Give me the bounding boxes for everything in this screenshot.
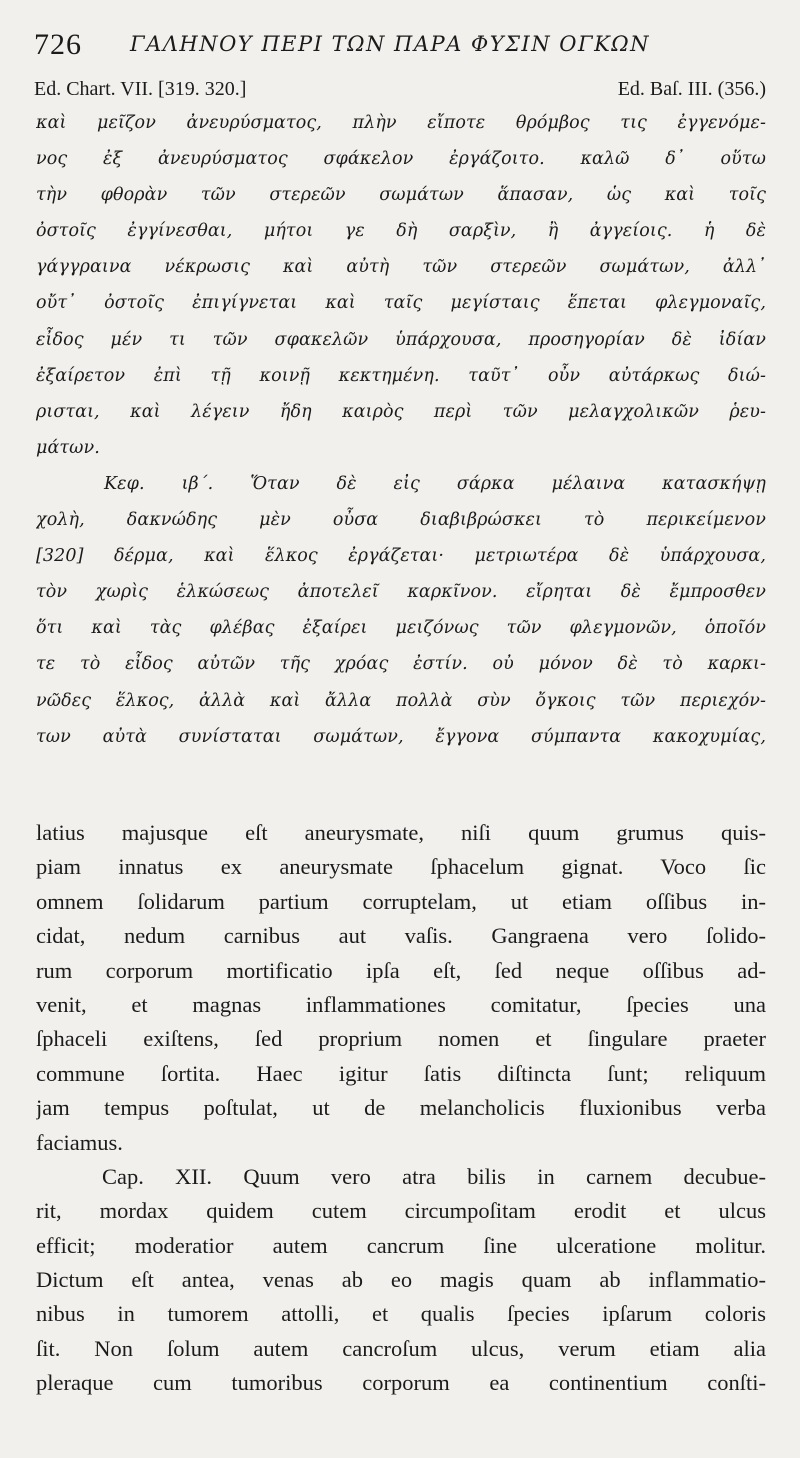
greek-line: ὀστοῖς ἐγγίνεσθαι, μήτοι γε δὴ σαρξὶν, ἢ ἀγγείοις. ἡ δὲ — [36, 221, 766, 242]
latin-line: Dictum eſt antea, venas ab eo magis quam ab inflammatio- — [36, 1267, 766, 1293]
greek-line: μάτων. — [36, 437, 100, 458]
running-title: ΓΑΛΗΝΟΥ ΠΕΡΙ ΤΩΝ ΠΑΡΑ ΦΥΣΙΝ ΟΓΚΩΝ — [130, 32, 651, 56]
greek-line: εἶδος μέν τι τῶν σφακελῶν ὑπάρχουσα, προσηγορίαν δὲ ἰδίαν — [36, 329, 766, 350]
greek-line: νῶδες ἕλκος, ἀλλὰ καὶ ἄλλα πολλὰ σὺν ὄγκοις τῶν περιεχόν- — [36, 690, 766, 711]
greek-text — [36, 105, 766, 755]
greek-line: τε τὸ εἶδος αὐτῶν τῆς χρόας ἐστίν. οὐ μόνον δὲ τὸ καρκι- — [36, 654, 766, 675]
greek-line: καὶ μεῖζον ἀνευρύσματος, πλὴν εἴποτε θρόμβος τις ἐγγενόμε- — [36, 113, 766, 133]
greek-line: χολὴ, δακνώδης μὲν οὖσα διαβιβρώσκει τὸ περικείμενον — [36, 510, 766, 531]
latin-line: nibus in tumorem attolli, et qualis ſpecies ipſarum coloris — [36, 1301, 766, 1327]
edition-basel: Ed. Baſ. III. (356.) — [617, 78, 766, 100]
latin-line: piam innatus ex aneurysmate ſphacelum gignat. Voco ſic — [36, 854, 766, 880]
greek-line: ρισται, καὶ λέγειν ἤδη καιρὸς περὶ τῶν μελαγχολικῶν ῥευ- — [36, 401, 766, 422]
greek-line: τὸν χωρὶς ἑλκώσεως ἀποτελεῖ καρκῖνον. εἴρηται δὲ ἔμπροσθεν — [36, 582, 766, 603]
greek-line: νος ἐξ ἀνευρύσματος σφάκελον ἐργάζοιτο. καλῶ δ᾽ οὕτω — [36, 149, 766, 170]
latin-line: ſphaceli exiſtens, ſed proprium nomen et ſingulare praeter — [36, 1026, 766, 1052]
latin-line: pleraque cum tumoribus corporum ea continentium conſti- — [36, 1370, 766, 1396]
latin-text — [36, 816, 766, 1401]
greek-chapter-heading-line: Κεφ. ιβ΄. Ὅταν δὲ εἰς σάρκα μέλαινα κατασκήψῃ — [104, 473, 766, 494]
greek-line: τὴν φθορὰν τῶν στερεῶν σωμάτων ἅπασαν, ὡς καὶ τοῖς — [36, 185, 766, 206]
latin-line: efficit; moderatior autem cancrum ſine ulceratione molitur. — [36, 1232, 766, 1258]
greek-line: οὔτ᾽ ὀστοῖς ἐπιγίγνεται καὶ ταῖς μεγίσταις ἕπεται φλεγμοναῖς, — [36, 293, 766, 314]
greek-line: των αὐτὰ συνίσταται σωμάτων, ἔγγονα σύμπαντα κακοχυμίας, — [36, 726, 766, 747]
greek-line: [320] δέρμα, καὶ ἕλκος ἐργάζεται· μετριωτέρα δὲ ὑπάρχουσα, — [36, 546, 766, 567]
latin-line: venit, et magnas inflammationes comitatur, ſpecies una — [36, 991, 766, 1017]
edition-chartier: Ed. Chart. VII. [319. 320.] — [34, 78, 247, 100]
latin-line: commune ſortita. Haec igitur ſatis diſtincta ſunt; reliquum — [36, 1060, 766, 1086]
page-number: 726 — [34, 28, 82, 61]
greek-line: γάγγραινα νέκρωσις καὶ αὐτὴ τῶν στερεῶν σωμάτων, ἀλλ᾽ — [36, 257, 766, 278]
latin-line: omnem ſolidarum partium corruptelam, ut etiam oſſibus in- — [36, 888, 766, 914]
greek-line: ὅτι καὶ τὰς φλέβας ἐξαίρει μειζόνως τῶν φλεγμονῶν, ὁποῖόν — [36, 618, 766, 639]
latin-line: faciamus. — [36, 1129, 123, 1155]
latin-line: rum corporum mortificatio ipſa eſt, ſed neque oſſibus ad- — [36, 957, 766, 983]
latin-line: rit, mordax quidem cutem circumpoſitam erodit et ulcus — [36, 1198, 766, 1224]
latin-line: cidat, nedum carnibus aut vaſis. Gangraena vero ſolido- — [36, 923, 766, 949]
latin-chapter-heading-line: Cap. XII. Quum vero atra bilis in carnem decubue- — [102, 1163, 766, 1189]
latin-line: jam tempus poſtulat, ut de melancholicis fluxionibus verba — [36, 1095, 766, 1121]
greek-line: ἐξαίρετον ἐπὶ τῇ κοινῇ κεκτημένη. ταῦτ᾽ οὖν αὐτάρκως διώ- — [36, 365, 766, 386]
latin-line: ſit. Non ſolum autem cancroſum ulcus, verum etiam alia — [36, 1335, 766, 1361]
page-header — [34, 28, 774, 68]
latin-line: latius majusque eſt aneurysmate, niſi quum grumus quis- — [36, 820, 766, 845]
